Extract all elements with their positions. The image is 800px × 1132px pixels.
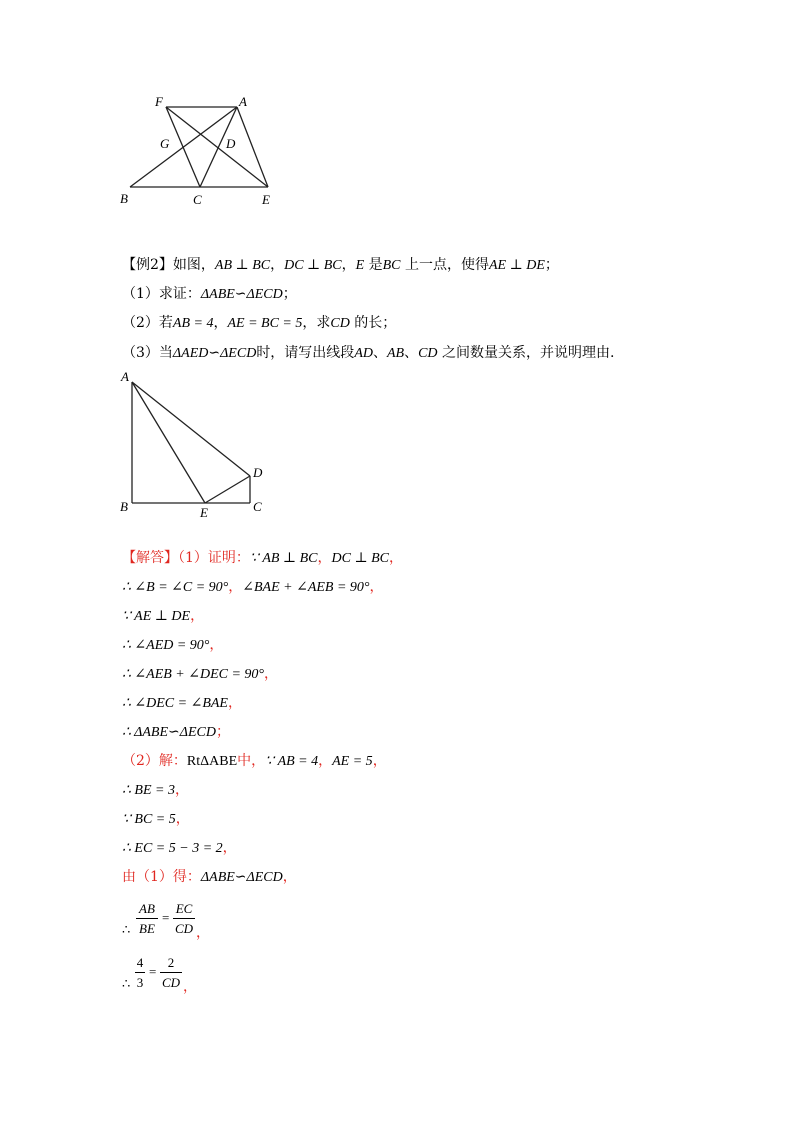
text: （3）当 [122,345,173,361]
fraction-bar-1 [136,918,158,919]
solution-heading: 【解答】（1）证明： [122,550,250,566]
punct: ； [282,286,297,302]
math: ∴ ∠AEB + ∠DEC = 90° [122,667,265,682]
punct: ， [213,315,228,331]
math: ∴ ΔABE∽ΔECD [122,725,216,740]
math: CD [330,316,350,331]
part-2-heading: （2）解： [122,753,187,769]
math: AE = BC = 5 [227,316,303,331]
numerator-1: AB [139,901,155,916]
math: AB ⊥ BC [214,258,271,273]
bracket-open: 【 [122,257,136,273]
math: DC ⊥ BC [331,551,390,566]
math: AE = 5 [332,754,373,769]
bracket-close: 】 [158,257,173,273]
math: ∵ AB = 4 [265,754,319,769]
solution-line-5 [122,665,278,684]
figure-2-diagram [132,382,250,503]
denominator-1: BE [139,921,155,936]
denominator-2: CD [174,921,194,936]
equals-sign: = [149,964,157,979]
punct: ， [341,257,356,273]
text: 由（1）得： [122,869,201,885]
fraction-line-2 [122,952,242,998]
solution-line-1 [122,549,403,568]
text: 之间数量关系，并说明理由. [437,345,615,361]
math: ∴ ∠AED = 90° [122,638,210,653]
punct: ， [317,550,332,566]
math: ΔAED∽ΔECD [172,346,257,361]
question-2 [122,314,396,333]
solution-line-3 [122,607,204,626]
segment-ae [132,382,205,503]
punct: ， [183,979,197,995]
math: AB = 4 [172,316,214,331]
numerator-1: 4 [136,955,144,970]
label-a: A [239,94,247,109]
label-c: C [193,192,202,207]
math: RtΔABE [186,754,238,769]
question-1 [122,285,297,304]
punct: ， [196,925,210,941]
text: （2）若 [122,315,173,331]
math: ΔABE∽ΔECD [200,870,283,885]
denominator-1: 3 [136,975,144,990]
math: ∵ BC = 5 [122,812,176,827]
fraction-bar-2 [173,918,195,919]
text: 上一点，使得 [400,257,489,273]
punct: ， [222,840,237,856]
punct: ， [318,753,333,769]
text: 中， [237,753,266,769]
denominator-2: CD [161,975,181,990]
solution-line-10 [122,810,190,829]
punct: ， [209,637,224,653]
math: ΔABE∽ΔECD [200,287,283,302]
solution-line-12 [122,868,297,887]
text: （1）求证： [122,286,201,302]
punct: ， [227,695,242,711]
math: ∵ AB ⊥ BC [249,551,318,566]
label-d: D [226,136,236,151]
intro-text: 如图， [172,257,215,273]
math: AB [386,346,405,361]
segment-fc [166,107,200,187]
solution-line-2 [122,578,384,597]
punct: ， [270,257,285,273]
solution-line-11 [122,839,237,858]
punct: ； [544,257,559,273]
label-b2: B [120,499,128,514]
punct: ， [372,753,387,769]
punct: 、 [404,345,419,361]
label-d2: D [253,465,263,480]
punct: 、 [372,345,387,361]
math: ∠BAE + ∠AEB = 90° [242,580,370,595]
label-b: B [120,191,128,206]
label-c2: C [253,499,262,514]
math: ∴ ∠DEC = ∠BAE [122,696,228,711]
example-tag: 例2 [136,257,159,273]
solution-line-4 [122,636,223,655]
punct: ； [215,724,230,740]
math: ∵ AE ⊥ DE [122,609,191,624]
punct: ， [369,579,384,595]
text: 时，请写出线段 [256,345,355,361]
punct: ， [389,550,404,566]
equals-sign: = [162,910,170,925]
fraction-bar-2 [160,972,182,973]
punct: ， [174,782,189,798]
fraction-bar-1 [135,972,145,973]
label-e: E [262,192,270,207]
question-3 [122,344,614,363]
label-e2: E [200,505,208,520]
fraction-line-1 [122,898,242,944]
solution-line-9 [122,781,189,800]
math: ∴ BE = 3 [122,783,175,798]
example-intro [122,256,559,275]
math: E [355,258,365,273]
solution-line-8 [122,752,387,771]
math: AD [354,346,373,361]
label-g: G [160,136,170,151]
math: BC [382,258,401,273]
punct: ， [228,579,243,595]
text: 是 [364,257,383,273]
numerator-2: 2 [167,955,175,970]
label-a2: A [121,369,129,384]
label-f: F [155,94,163,109]
solution-line-7 [122,723,230,742]
therefore-symbol: ∴ [122,922,131,937]
math: AE ⊥ DE [488,258,545,273]
punct: ， [190,608,205,624]
math: CD [418,346,438,361]
numerator-2: EC [175,901,193,916]
text: ，求 [302,315,331,331]
math: DC ⊥ BC [284,258,342,273]
punct: ， [175,811,190,827]
solution-line-6 [122,694,242,713]
punct: ， [282,869,297,885]
segment-ed [205,476,250,503]
math: ∴ EC = 5 − 3 = 2 [122,841,223,856]
punct: ， [264,666,279,682]
text: 的长； [349,315,397,331]
segment-ad [132,382,250,476]
math: ∴ ∠B = ∠C = 90° [122,580,229,595]
therefore-symbol: ∴ [122,976,131,991]
